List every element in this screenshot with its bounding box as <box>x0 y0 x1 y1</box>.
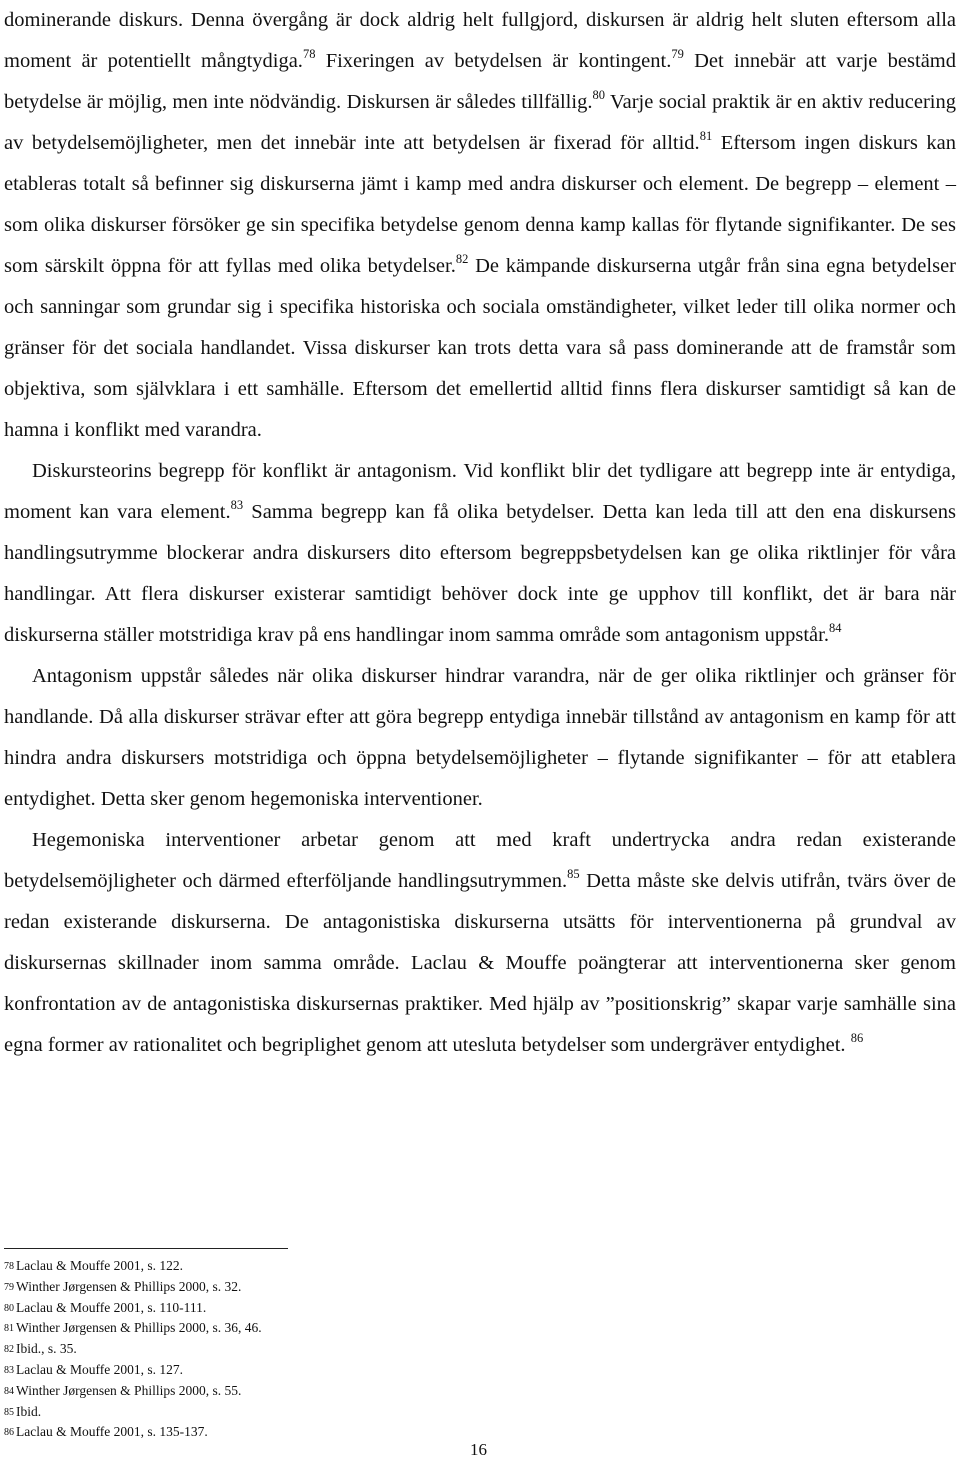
paragraph-text: Varje social praktik är en aktiv reducering av betydelsemöjligheter, men det innebär inte att betydelsen är fixerad för alltid. <box>4 91 956 154</box>
paragraph <box>4 656 956 820</box>
footnote <box>4 1298 604 1319</box>
footnote-text: Winther Jørgensen & Phillips 2000, s. 32. <box>16 1278 242 1294</box>
footnote-text: Laclau & Mouffe 2001, s. 110-111. <box>16 1299 207 1315</box>
footnote <box>4 1277 604 1298</box>
footnote-reference: 80 <box>592 88 605 102</box>
footnote <box>4 1318 604 1339</box>
footnote-reference: 82 <box>455 252 469 266</box>
page-number: 16 <box>470 1440 487 1459</box>
footnote-separator <box>4 1248 288 1249</box>
paragraph-text: Hegemoniska interventioner arbetar genom att med kraft undertrycka andra redan existerande betydelsemöjligheter och därmed efterföljande handlingsutrymmen. <box>4 829 956 892</box>
footnote <box>4 1402 604 1423</box>
footnote-number: 81 <box>4 1323 14 1335</box>
footnote-reference: 79 <box>671 47 684 61</box>
footnote <box>4 1360 604 1381</box>
footnote <box>4 1256 604 1277</box>
footnotes <box>4 1256 604 1443</box>
footnote-number: 84 <box>4 1385 14 1397</box>
footnote-reference: 85 <box>567 867 580 881</box>
footnote-reference: 78 <box>302 47 316 61</box>
footnote <box>4 1422 604 1443</box>
footnote-text: Laclau & Mouffe 2001, s. 122. <box>16 1258 183 1273</box>
footnote-text: Ibid., s. 35. <box>16 1341 77 1357</box>
footnote-text: Laclau & Mouffe 2001, s. 127. <box>16 1361 183 1377</box>
paragraph-text: De kämpande diskurserna utgår från sina egna betydelser och sanningar som grundar sig i specifika historiska och sociala omständigheter, vilket leder till olika normer och gränser för det sociala handlandet. Vissa diskurser kan trots detta vara så pass dominerande att de framstår som objektiva, som självklara i ett samhälle. Eftersom det emellertid alltid finns flera diskurser samtidigt så kan de hamna i konflikt med varandra. <box>4 255 956 441</box>
footnote-number: 83 <box>4 1364 14 1376</box>
paragraph-text: Samma begrepp kan få olika betydelser. Detta kan leda till att den ena diskursens handlingsutrymme blockerar andra diskursers dito eftersom begreppsbetydelsen kan ge olika riktlinjer för våra handlingar. Att flera diskurser existerar samtidigt behöver dock inte ge upphov till konflikt, det är bara när diskurserna ställer motstridiga krav på ens handlingar inom samma område som antagonism uppstår. <box>4 501 956 646</box>
paragraph <box>4 451 956 656</box>
footnote-number: 85 <box>4 1406 14 1418</box>
paragraph-text: Det innebär att varje bestämd betydelse är möjlig, men inte nödvändig. Diskursen är således tillfällig. <box>4 50 956 113</box>
footnote-text: Ibid. <box>16 1403 42 1419</box>
footnote-text: Winther Jørgensen & Phillips 2000, s. 36, 46. <box>16 1320 262 1336</box>
footnote-number: 86 <box>4 1427 14 1439</box>
paragraph-text: dominerande diskurs. Denna övergång är dock aldrig helt fullgjord, diskursen är aldrig helt sluten eftersom alla moment är potentiellt mångtydiga. <box>4 9 956 72</box>
paragraph-text: Eftersom ingen diskurs kan etableras totalt så befinner sig diskurserna jämt i kamp med andra diskurser och element. De begrepp – element – som olika diskurser försöker ge sin specifika betydelse genom denna kamp kallas för flytande signifikanter. De ses som särskilt öppna för att fyllas med olika betydelser. <box>4 132 956 277</box>
footnote-number: 79 <box>4 1281 14 1293</box>
footnote-reference: 84 <box>828 621 842 635</box>
footnote-text: Winther Jørgensen & Phillips 2000, s. 55. <box>16 1382 242 1398</box>
footnote <box>4 1381 604 1402</box>
footnote-text: Laclau & Mouffe 2001, s. 135-137. <box>16 1424 208 1440</box>
body-text <box>4 0 956 1066</box>
paragraph-text: Detta måste ske delvis utifrån, tvärs över de redan existerande diskurserna. De antagonistiska diskurserna utsätts för interventionerna på grundval av diskursernas skillnader inom samma område. Laclau & Mouffe poängterar att interventionerna sker genom konfrontation av de antagonistiska diskursernas praktiker. Med hjälp av ”positionskrig” skapar varje samhälle sina egna former av rationalitet och begriplighet genom att utesluta betydelser som undergräver entydighet. <box>4 870 956 1056</box>
paragraph <box>4 820 956 1066</box>
footnote-number: 82 <box>4 1344 14 1356</box>
paragraph <box>4 0 956 451</box>
paragraph-text: Diskursteorins begrepp för konflikt är antagonism. Vid konflikt blir det tydligare att begrepp inte är entydiga, moment kan vara element. <box>4 460 956 523</box>
paragraph-text: Antagonism uppstår således när olika diskurser hindrar varandra, när de ger olika riktlinjer och gränser för handlande. Då alla diskurser strävar efter att göra begrepp entydiga innebär tillstånd av antagonism en kamp för att hindra andra diskursers motstridiga och öppna betydelsemöjligheter – flytande signifikanter – för att etablera entydighet. Detta sker genom hegemoniska interventioner. <box>4 665 956 810</box>
footnote-reference: 83 <box>230 498 244 512</box>
footnote-number: 78 <box>4 1261 14 1272</box>
footnote-reference: 86 <box>850 1031 864 1045</box>
paragraph-text: Fixeringen av betydelsen är kontingent. <box>315 50 672 72</box>
footnote-number: 80 <box>4 1302 14 1314</box>
footnote-reference: 81 <box>699 129 713 143</box>
footnote <box>4 1339 604 1360</box>
